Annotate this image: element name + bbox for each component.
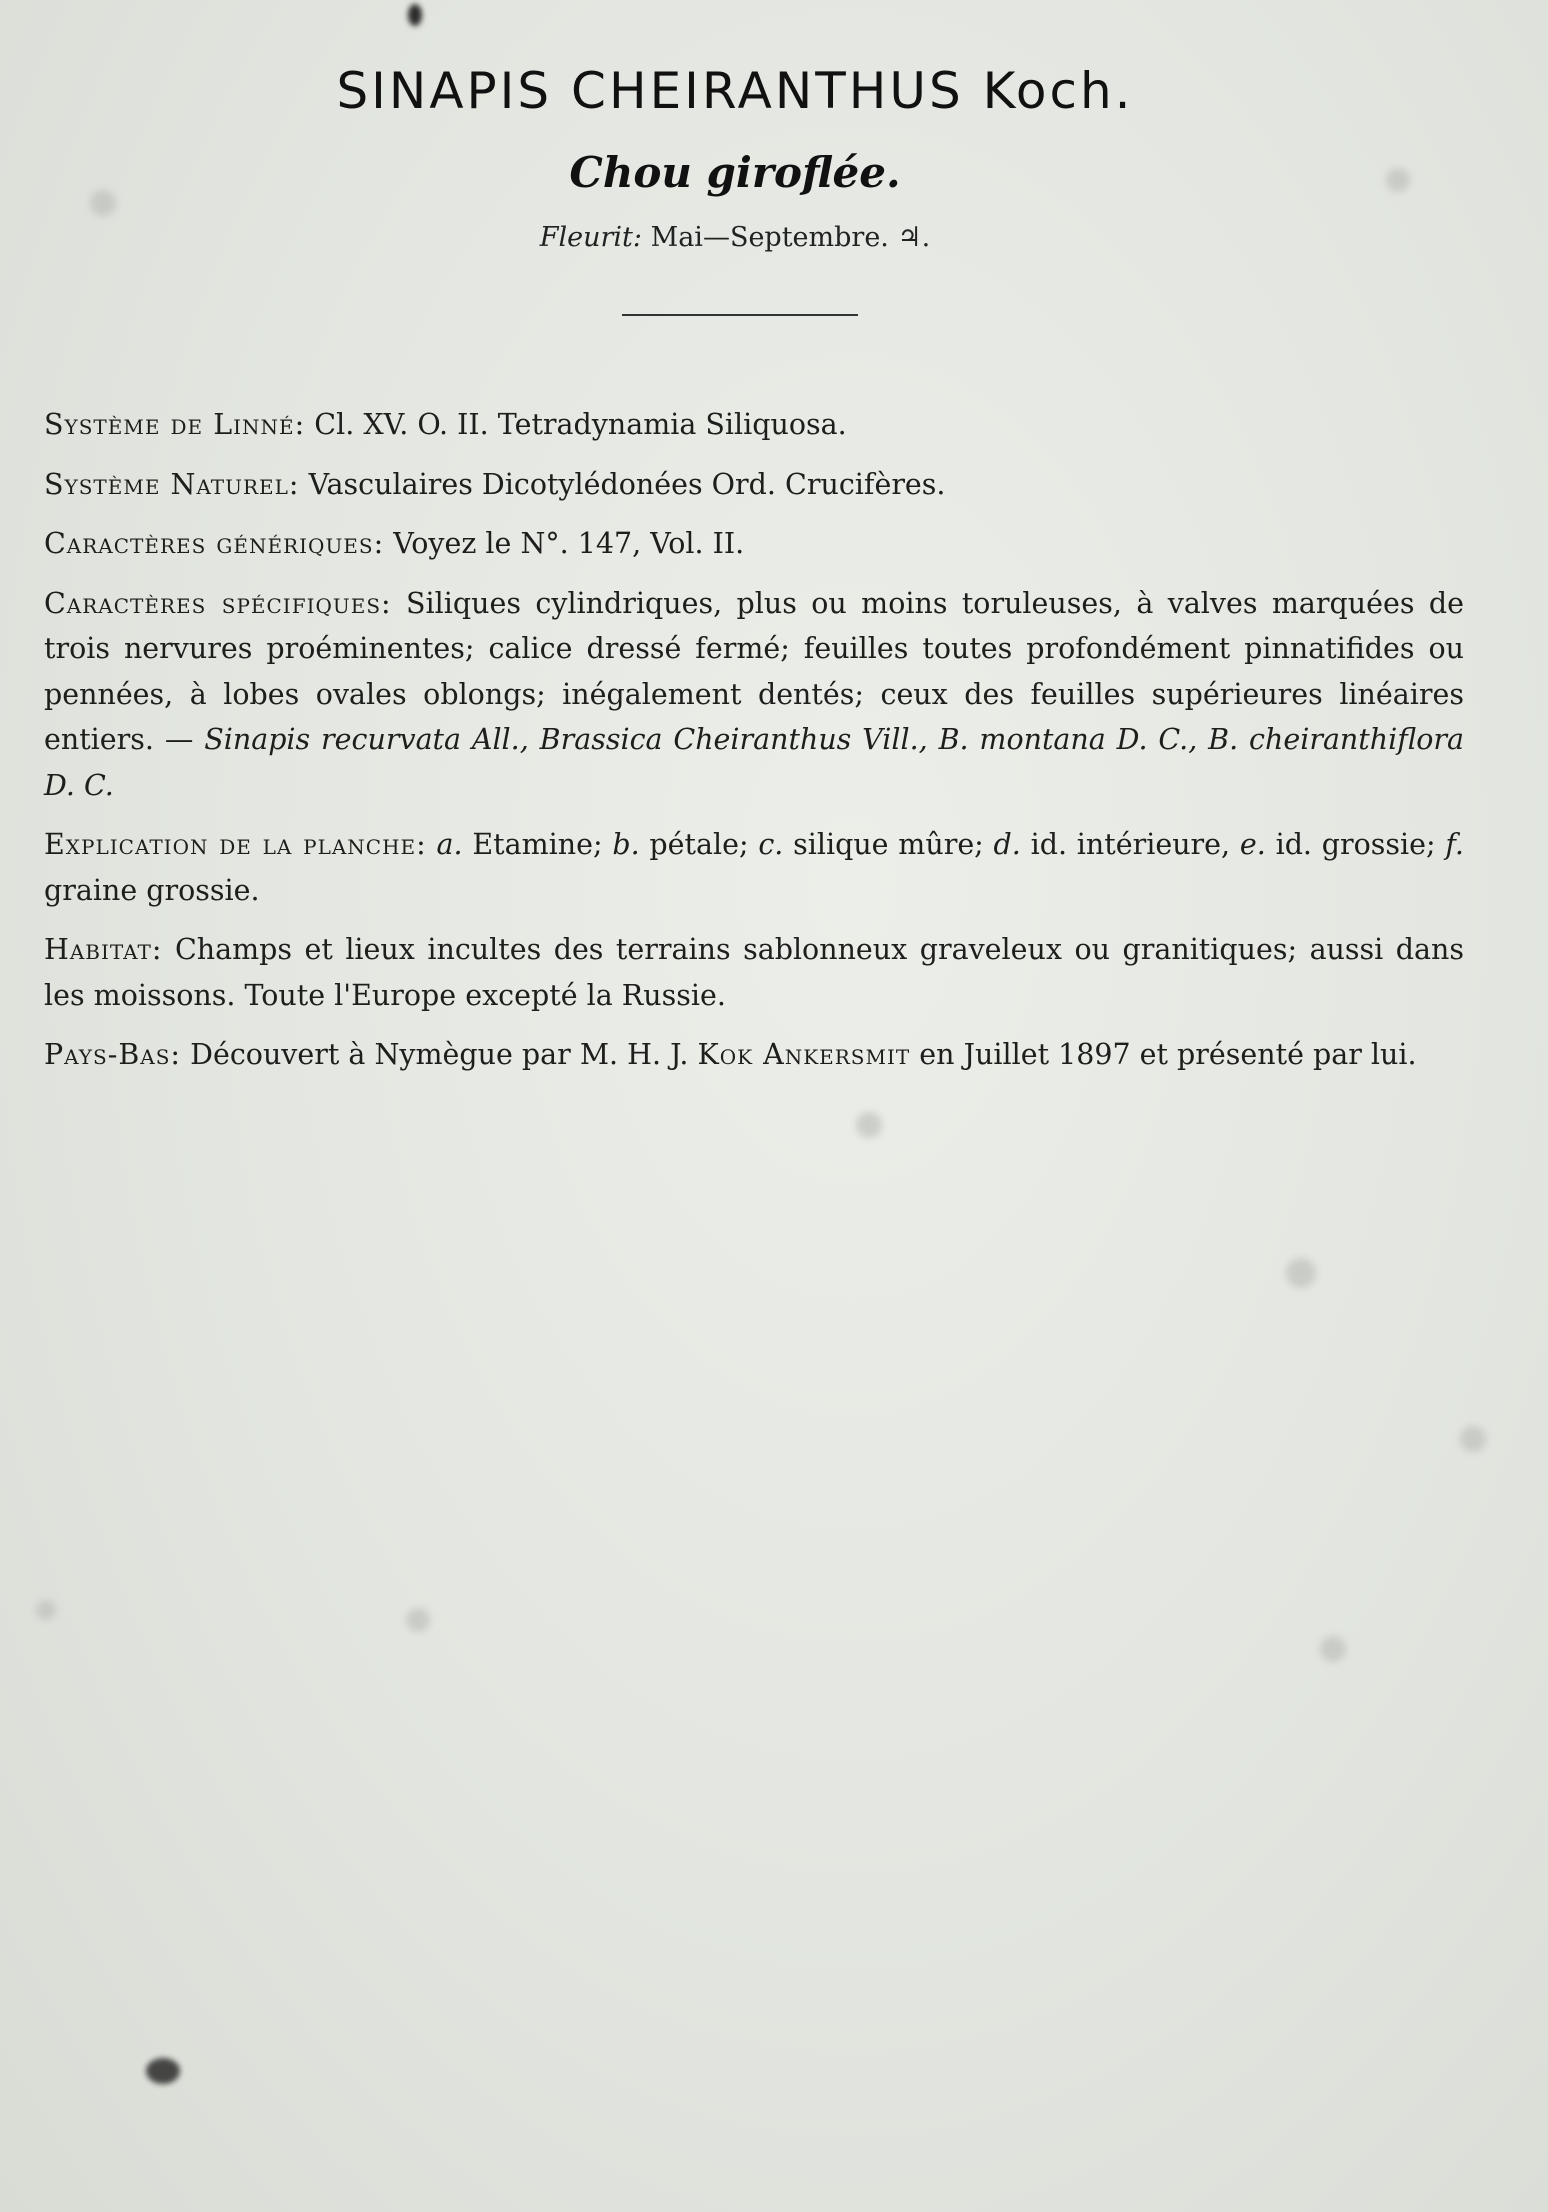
figure-text-e: id. grossie;: [1275, 828, 1436, 861]
figure-letter-b: b.: [612, 828, 640, 861]
section-explication: [12, 822, 1464, 913]
section-specifiques: [12, 581, 1464, 809]
flowering-line: [0, 222, 1470, 253]
common-name: Chou giroflée.: [569, 148, 901, 197]
section-text: Siliques cylindriques, plus ou moins toruleuses, à valves marquées de trois nervures proéminentes; calice dressé fermé; feuilles toutes profondément pinnatifides ou pennées, à lobes ovales oblongs; inégalement dentés; ceux des feuilles supérieures linéaires entiers. —: [44, 586, 1464, 756]
figure-letter-a: a.: [436, 828, 463, 861]
figure-text-c: silique mûre;: [793, 828, 984, 861]
dust-mark: [1460, 1426, 1486, 1452]
section-text: Découvert à Nymègue par M. H. J.: [190, 1038, 689, 1071]
figure-letter-c: c.: [758, 828, 784, 861]
figure-letter-f: f.: [1445, 828, 1464, 861]
section-label: Caractères génériques:: [44, 527, 385, 560]
dust-mark: [1320, 1636, 1346, 1662]
section-habitat: [12, 927, 1464, 1018]
section-text: en Juillet 1897 et présenté par lui.: [919, 1038, 1417, 1071]
section-text: Voyez le N°. 147, Vol. II.: [393, 527, 745, 560]
dust-mark: [856, 1112, 882, 1138]
section-label: Explication de la planche:: [44, 828, 427, 861]
ink-speck: [408, 4, 422, 26]
section-label: Pays-Bas:: [44, 1038, 182, 1071]
figure-text-d: id. intérieure,: [1030, 828, 1231, 861]
dust-mark: [406, 1608, 430, 1632]
dust-mark: [1286, 1258, 1316, 1288]
description-body: [12, 402, 1464, 1092]
section-paysbas: [12, 1032, 1464, 1078]
page-title: SINAPIS CHEIRANTHUS Koch.: [336, 62, 1134, 120]
section-linne: [12, 402, 1464, 448]
section-text: Cl. XV. O. II. Tetradynamia Siliquosa.: [314, 408, 847, 441]
ink-speck: [146, 2058, 180, 2084]
section-label: Système de Linné:: [44, 408, 306, 441]
figure-letter-e: e.: [1239, 828, 1266, 861]
synonyms-text: Sinapis recurvata All., Brassica Cheiranthus Vill., B. montana D. C., B. cheiranthiflora D. C.: [44, 723, 1464, 802]
figure-text-b: pétale;: [649, 828, 749, 861]
section-label: Système Naturel:: [44, 467, 300, 501]
section-label: Habitat:: [44, 933, 163, 966]
section-label: Caractères spécifiques:: [44, 586, 392, 620]
divider-rule: [622, 314, 858, 316]
person-name: Kok Ankersmit: [697, 1038, 911, 1071]
flowering-label: Fleurit:: [539, 222, 642, 253]
section-naturel: [12, 462, 1464, 508]
section-generiques: [12, 521, 1464, 567]
figure-text-a: Etamine;: [472, 828, 603, 861]
figure-letter-d: d.: [993, 828, 1021, 861]
section-text: Champs et lieux incultes des terrains sablonneux graveleux ou granitiques; aussi dans les moissons. Toute l'Europe excepté la Russie.: [44, 933, 1464, 1012]
figure-text-f: graine grossie.: [44, 873, 260, 907]
flowering-value: Mai—Septembre. ♃.: [650, 222, 931, 253]
section-text: Vasculaires Dicotylédonées Ord. Crucifères.: [308, 467, 946, 501]
dust-mark: [36, 1600, 56, 1620]
